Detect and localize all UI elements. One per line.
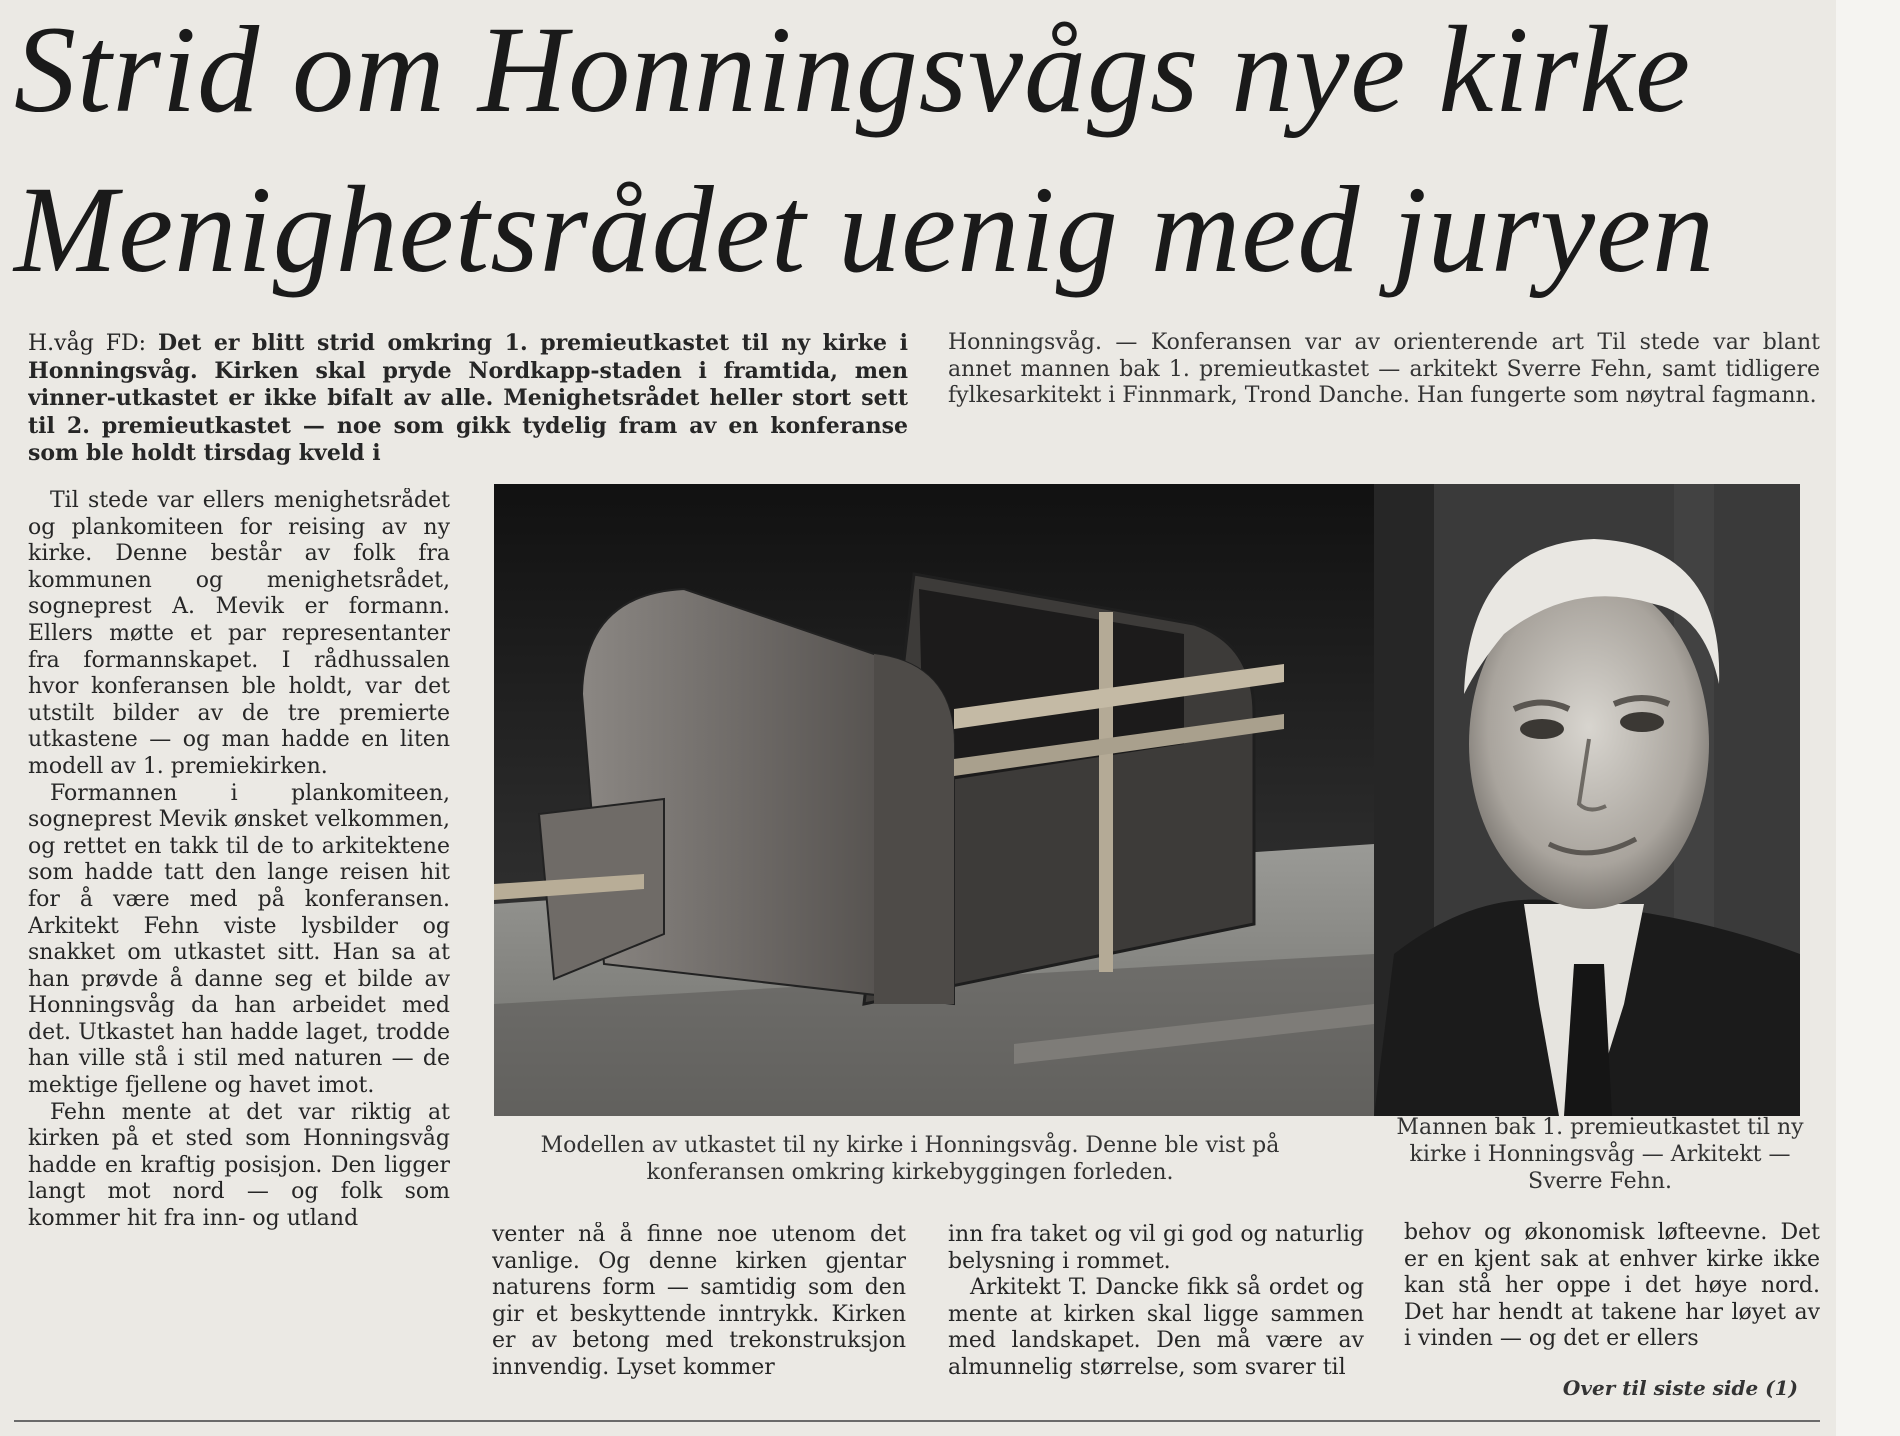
column4-paragraph-1: behov og økonomisk løfteevne. Det er en kjent sak at enhver kirke ikke kan stå her oppe i det høye nord. Det har hendt at takene har løyet av i vinden — og det er ellers (1404, 1220, 1820, 1352)
lead-bold-text: Det er blitt strid omkring 1. premieutkastet til ny kirke i Honningsvåg. Kirken skal pryde Nordkapp-staden i framtida, men vinner-utkastet er ikke bifalt av alle. Menighetsrådet heller stort sett til 2. premieutkastet — noe som gikk tydelig fram av en konferanse som ble holdt tirsdag kveld i (28, 330, 908, 467)
bottom-rule (14, 1420, 1820, 1422)
model-photo-caption: Modellen av utkastet til ny kirke i Honningsvåg. Denne ble vist på konferansen omkring kirkebyggingen forleden. (540, 1133, 1280, 1185)
architect-portrait-image (1374, 484, 1800, 1116)
column1-paragraph-1: Til stede var ellers menighetsrådet og plankomiteen for reising av ny kirke. Denne består av folk fra kommunen og menighetsrådet, sogneprest A. Mevik er formann. Ellers møtte et par representanter fra formannskapet. I rådhussalen hvor konferansen ble holdt, var det utstilt bilder av de tre premierte utkastene — og man hadde en liten modell av 1. premiekirken. (28, 488, 450, 779)
column1-paragraph-2: Formannen i plankomiteen, sogneprest Mevik ønsket velkommen, og rettet en takk til de to arkitektene som hadde tatt den lange reisen hit for å være med på konferansen. Arkitekt Fehn viste lysbilder og snakket om utkastet sitt. Han sa at han prøvde å danne seg et bilde av Honningsvåg da han arbeidet med det. Utkastet han hadde laget, trodde han ville stå i stil med naturen — de mektige fjellene og havet imot. (28, 780, 450, 1099)
lead-paragraph (28, 330, 908, 468)
article-column-3 (948, 1222, 1364, 1418)
dateline: H.våg FD: (28, 331, 147, 356)
column3-paragraph-2: Arkitekt T. Dancke fikk så ordet og mente at kirken skal ligge sammen med landskapet. Den må være av almunnelig størrelse, som svarer til (948, 1275, 1364, 1380)
article-column-4 (1404, 1220, 1820, 1375)
headline-line-2: Menighetsrådet uenig med juryen (14, 161, 1716, 298)
column3-paragraph-1: inn fra taket og vil gi god og naturlig belysning i rommet. (948, 1222, 1364, 1274)
lead-continuation-text: Honningsvåg. — Konferansen var av orienterende art Til stede var blant annet mannen bak 1. premieutkastet — arkitekt Sverre Fehn, samt tidligere fylkesarkitekt i Finnmark, Trond Danche. Han fungerte som nøytral fagmann. (948, 330, 1820, 409)
clipping-edge (1836, 0, 1900, 1436)
architect-portrait-photo (1374, 484, 1800, 1116)
article-column-1 (28, 488, 450, 1418)
lead-continuation (948, 330, 1820, 440)
article-column-2 (492, 1222, 906, 1418)
portrait-photo-caption: Mannen bak 1. premieutkastet til ny kirke i Honningsvåg — Arkitekt — Sverre Fehn. (1396, 1115, 1804, 1194)
headline-line-1: Strid om Honningsvågs nye kirke (14, 1, 1692, 138)
church-model-image (494, 484, 1374, 1116)
column2-paragraph-1: venter nå å finne noe utenom det vanlige. Og denne kirken gjentar naturens form — samtidig som den gir et beskyttende inntrykk. Kirken er av betong med trekonstruksjon innvendig. Lyset kommer (492, 1222, 906, 1380)
column1-paragraph-3: Fehn mente at det var riktig at kirken på et sted som Honningsvåg hadde en kraftig posisjon. Den ligger langt mot nord — og folk som kommer hit fra inn- og utland (28, 1099, 450, 1232)
church-model-photo (494, 484, 1374, 1116)
continued-on-last-page: Over til siste side (1) (1562, 1376, 1798, 1400)
